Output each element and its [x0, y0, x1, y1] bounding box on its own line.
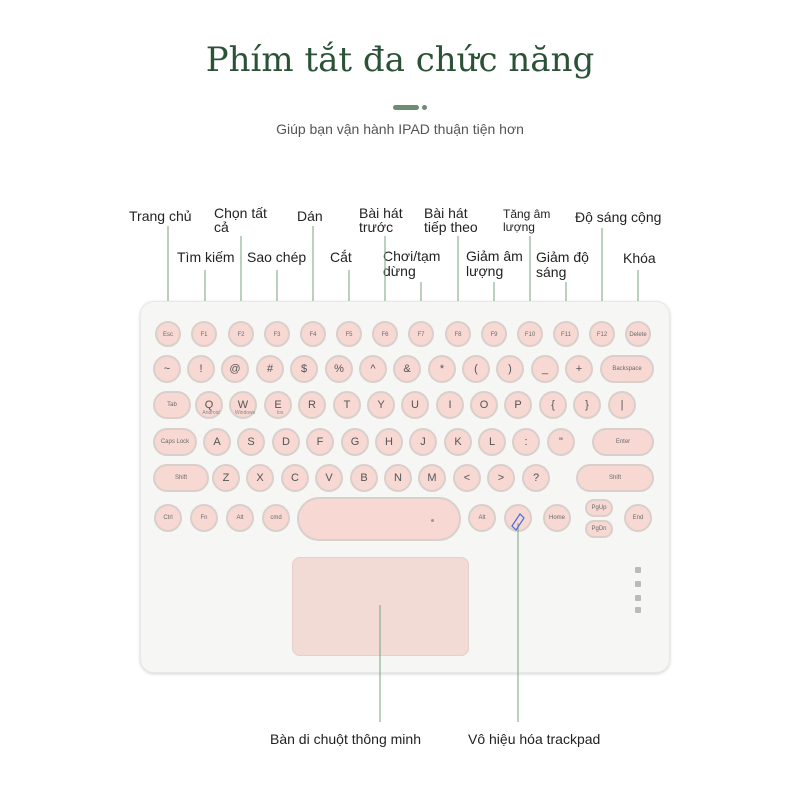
- key-cmd[interactable]: cmd: [262, 504, 290, 532]
- key-z[interactable]: Z: [212, 464, 240, 492]
- page-title: Phím tắt đa chức năng: [205, 40, 595, 80]
- key-e-sublabel: Ios: [276, 410, 284, 416]
- key-m[interactable]: M: [418, 464, 446, 492]
- key-c[interactable]: C: [281, 464, 309, 492]
- key-i[interactable]: I: [436, 391, 464, 419]
- key-l[interactable]: L: [478, 428, 506, 456]
- label-giam-do-sang-line2: sáng: [536, 264, 567, 280]
- key-v[interactable]: V: [315, 464, 343, 492]
- key-quote[interactable]: ": [547, 428, 575, 456]
- key-page-up[interactable]: PgUp: [585, 499, 613, 517]
- key-left-shift[interactable]: Shift: [153, 464, 209, 492]
- label-tang-am-luong-line2: lượng: [503, 220, 535, 234]
- label-giam-am-luong-line1: Giảm âm: [466, 248, 523, 264]
- key-2[interactable]: @: [221, 355, 249, 383]
- key-a[interactable]: A: [203, 428, 231, 456]
- key-caps-lock[interactable]: Caps Lock: [153, 428, 197, 456]
- key-left-alt[interactable]: Alt: [226, 504, 254, 532]
- key-t[interactable]: T: [333, 391, 361, 419]
- label-chon-tat-ca-line2: cả: [214, 219, 229, 235]
- key-right-shift[interactable]: Shift: [576, 464, 654, 492]
- key-9[interactable]: (: [462, 355, 490, 383]
- key-home[interactable]: Home: [543, 504, 571, 532]
- key-7[interactable]: &: [393, 355, 421, 383]
- label-bai-hat-tiep-theo-line1: Bài hát: [424, 205, 468, 221]
- key-w-sublabel: Windows: [234, 410, 256, 416]
- key-minus[interactable]: _: [531, 355, 559, 383]
- label-choi-tam-dung-line1: Chơi/tạm: [383, 248, 441, 264]
- label-do-sang-cong: Độ sáng cộng: [575, 209, 662, 225]
- label-dan: Dán: [297, 208, 323, 224]
- key-delete-lock[interactable]: Delete: [625, 321, 651, 347]
- key-f[interactable]: F: [306, 428, 334, 456]
- page-subtitle: Giúp bạn vận hành IPAD thuận tiện hơn: [276, 121, 524, 137]
- label-ban-di-chuot: Bàn di chuột thông minh: [270, 731, 421, 747]
- key-enter[interactable]: Enter: [592, 428, 654, 456]
- label-cat: Cắt: [330, 249, 352, 265]
- label-chon-tat-ca-line1: Chọn tất: [214, 205, 267, 221]
- key-left-brace[interactable]: {: [539, 391, 567, 419]
- key-s[interactable]: S: [237, 428, 265, 456]
- key-o[interactable]: O: [470, 391, 498, 419]
- key-equals[interactable]: +: [565, 355, 593, 383]
- key-f3-copy[interactable]: F3: [264, 321, 290, 347]
- key-b[interactable]: B: [350, 464, 378, 492]
- key-pipe[interactable]: |: [608, 391, 636, 419]
- label-tim-kiem: Tìm kiếm: [177, 249, 235, 265]
- key-colon[interactable]: :: [512, 428, 540, 456]
- key-x[interactable]: X: [246, 464, 274, 492]
- key-p[interactable]: P: [504, 391, 532, 419]
- label-bai-hat-tiep-theo-line2: tiếp theo: [424, 219, 478, 235]
- key-e[interactable]: E: [264, 391, 292, 419]
- key-less-than[interactable]: <: [453, 464, 481, 492]
- label-giam-do-sang-line1: Giảm độ: [536, 249, 589, 265]
- key-d[interactable]: D: [272, 428, 300, 456]
- key-g[interactable]: G: [341, 428, 369, 456]
- key-right-alt[interactable]: Alt: [468, 504, 496, 532]
- key-f7-play-pause[interactable]: F7: [408, 321, 434, 347]
- key-f11-brightness-down[interactable]: F11: [553, 321, 579, 347]
- key-r[interactable]: R: [298, 391, 326, 419]
- label-giam-am-luong-line2: lượng: [466, 263, 504, 279]
- key-page-down[interactable]: PgDn: [585, 520, 613, 538]
- key-f1-search[interactable]: F1: [191, 321, 217, 347]
- label-trang-chu: Trang chủ: [129, 208, 192, 224]
- label-choi-tam-dung-line2: dừng: [383, 263, 416, 279]
- label-tang-am-luong-line1: Tăng âm: [503, 207, 551, 221]
- key-greater-than[interactable]: >: [487, 464, 515, 492]
- key-1[interactable]: !: [187, 355, 215, 383]
- label-vo-hieu-hoa: Vô hiệu hóa trackpad: [468, 731, 601, 747]
- key-f2-select-all[interactable]: F2: [228, 321, 254, 347]
- key-f8-next-track[interactable]: F8: [445, 321, 471, 347]
- key-tilde[interactable]: ~: [153, 355, 181, 383]
- key-question[interactable]: ?: [522, 464, 550, 492]
- label-sao-chep: Sao chép: [247, 249, 307, 265]
- label-bai-hat-truoc-line2: trước: [359, 219, 394, 235]
- trackpad-disable-icon: [512, 514, 524, 530]
- label-bai-hat-truoc-line1: Bài hát: [359, 205, 403, 221]
- key-tab[interactable]: Tab: [153, 391, 191, 419]
- key-3[interactable]: #: [256, 355, 284, 383]
- key-esc-home[interactable]: Esc: [155, 321, 181, 347]
- key-f4-paste[interactable]: F4: [300, 321, 326, 347]
- key-j[interactable]: J: [409, 428, 437, 456]
- key-4[interactable]: $: [290, 355, 318, 383]
- key-ctrl[interactable]: Ctrl: [154, 504, 182, 532]
- key-f5-cut[interactable]: F5: [336, 321, 362, 347]
- key-f6-previous-track[interactable]: F6: [372, 321, 398, 347]
- key-end[interactable]: End: [624, 504, 652, 532]
- key-y[interactable]: Y: [367, 391, 395, 419]
- key-k[interactable]: K: [444, 428, 472, 456]
- key-5[interactable]: %: [325, 355, 353, 383]
- key-0[interactable]: ): [496, 355, 524, 383]
- key-f10-volume-up[interactable]: F10: [517, 321, 543, 347]
- key-6[interactable]: ^: [359, 355, 387, 383]
- key-8[interactable]: *: [428, 355, 456, 383]
- key-q[interactable]: Q: [195, 391, 223, 419]
- key-u[interactable]: U: [401, 391, 429, 419]
- key-right-brace[interactable]: }: [573, 391, 601, 419]
- key-f12-brightness-up[interactable]: F12: [589, 321, 615, 347]
- key-fn[interactable]: Fn: [190, 504, 218, 532]
- key-w[interactable]: W: [229, 391, 257, 419]
- key-f9-volume-down[interactable]: F9: [481, 321, 507, 347]
- key-n[interactable]: N: [384, 464, 412, 492]
- key-backspace[interactable]: Backspace: [600, 355, 654, 383]
- label-khoa: Khóa: [623, 250, 656, 266]
- key-q-sublabel: Android: [202, 410, 220, 416]
- key-h[interactable]: H: [375, 428, 403, 456]
